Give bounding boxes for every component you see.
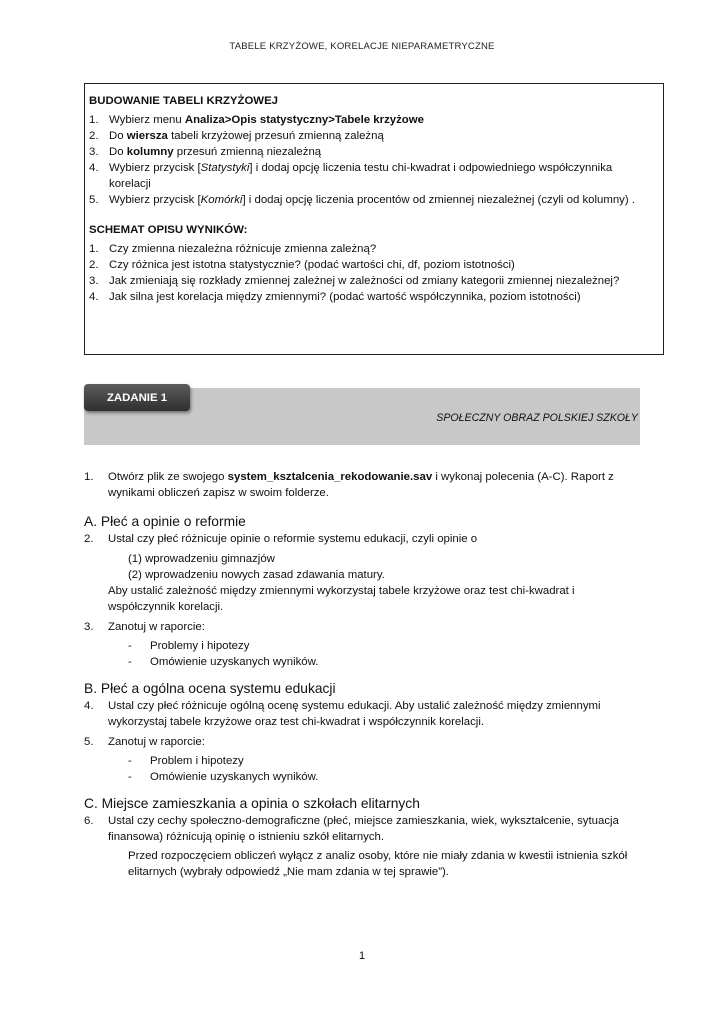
list-item: 5. Wybierz przycisk [Komórki] i dodaj opcję liczenia procentów od zmiennej niezależnej (czyli od kolumny) . (89, 194, 635, 206)
box-heading-results: SCHEMAT OPISU WYNIKÓW: (89, 224, 248, 236)
task-item-2: 2. Ustal czy płeć różnicuje opinie o reformie systemu edukacji, czyli opinie o (84, 533, 478, 545)
paragraph: Przed rozpoczęciem obliczeń wyłącz z analiz osoby, które nie miały zdania w kwestii istnienia szkół elitarnych (wybrały odpowiedź „Nie mam zdania w tej sprawie”). (128, 850, 628, 878)
section-heading-c: C. Miejsce zamieszkania a opinia o szkołach elitarnych (84, 796, 420, 811)
task-item-6: 6. Ustal czy cechy społeczno-demograficzne (płeć, miejsce zamieszkania, wiek, wykształcenie, sytuacja finansowa) różnicują opinię o istnieniu szkół elitarnych. (84, 815, 619, 843)
list-item: 2. Do wiersza tabeli krzyżowej przesuń zmienną zależną (89, 130, 384, 142)
list-item: 1. Wybierz menu Analiza>Opis statystyczny>Tabele krzyżowe (89, 114, 424, 126)
dash-item: - Problemy i hipotezy (128, 640, 250, 652)
list-item: 3. Jak zmieniają się rozkłady zmiennej zależnej w zależności od zmiany kategorii zmiennej niezależnej? (89, 275, 620, 287)
page-number: 1 (358, 950, 366, 962)
sub-item: (1) wprowadzeniu gimnazjów (128, 553, 275, 565)
task-item-3: 3. Zanotuj w raporcie: (84, 621, 205, 633)
section-heading-b: B. Płeć a ogólna ocena systemu edukacji (84, 681, 336, 696)
task-badge: ZADANIE 1 (84, 384, 190, 411)
page-header: TABELE KRZYŻOWE, KORELACJE NIEPARAMETRYCZNE (229, 41, 495, 52)
dash-item: - Omówienie uzyskanych wyników. (128, 771, 319, 783)
sub-item: (2) wprowadzeniu nowych zasad zdawania matury. (128, 569, 385, 581)
paragraph: Aby ustalić zależność między zmiennymi wykorzystaj tabele krzyżowe oraz test chi-kwadrat i współczynnik korelacji. (108, 585, 575, 613)
task-item-5: 5. Zanotuj w raporcie: (84, 736, 205, 748)
task-item-4: 4. Ustal czy płeć różnicuje ogólną ocenę systemu edukacji. Aby ustalić zależność między zmiennymi wykorzystaj tabele krzyżowe oraz test chi-kwadrat i współczynnik korelacji. (84, 700, 601, 728)
list-item: 4. Jak silna jest korelacja między zmiennymi? (podać wartość współczynnika, poziom istotności) (89, 291, 581, 303)
main-content (84, 469, 644, 880)
list-item: 4. Wybierz przycisk [Statystyki] i dodaj opcję liczenia testu chi-kwadrat i odpowiedniego współczynnika korelacji (89, 162, 613, 190)
crosstab-steps-list (89, 112, 655, 208)
box-heading-crosstab: BUDOWANIE TABELI KRZYŻOWEJ (89, 95, 278, 107)
dash-item: - Problem i hipotezy (128, 755, 244, 767)
results-questions-list (89, 241, 655, 305)
list-item: 3. Do kolumny przesuń zmienną niezależną (89, 146, 322, 158)
list-item: 1. Czy zmienna niezależna różnicuje zmienna zależną? (89, 243, 377, 255)
list-item: 2. Czy różnica jest istotna statystycznie? (podać wartości chi, df, poziom istotności) (89, 259, 515, 271)
dash-item: - Omówienie uzyskanych wyników. (128, 656, 319, 668)
section-heading-a: A. Płeć a opinie o reformie (84, 514, 246, 529)
instruction-box (84, 83, 664, 355)
task-subtitle: SPOŁECZNY OBRAZ POLSKIEJ SZKOŁY (436, 412, 638, 424)
task-item-1: 1. Otwórz plik ze swojego system_ksztalcenia_rekodowanie.sav i wykonaj polecenia (A-C). Raport z wynikami obliczeń zapisz w swoim folderze. (84, 471, 614, 499)
